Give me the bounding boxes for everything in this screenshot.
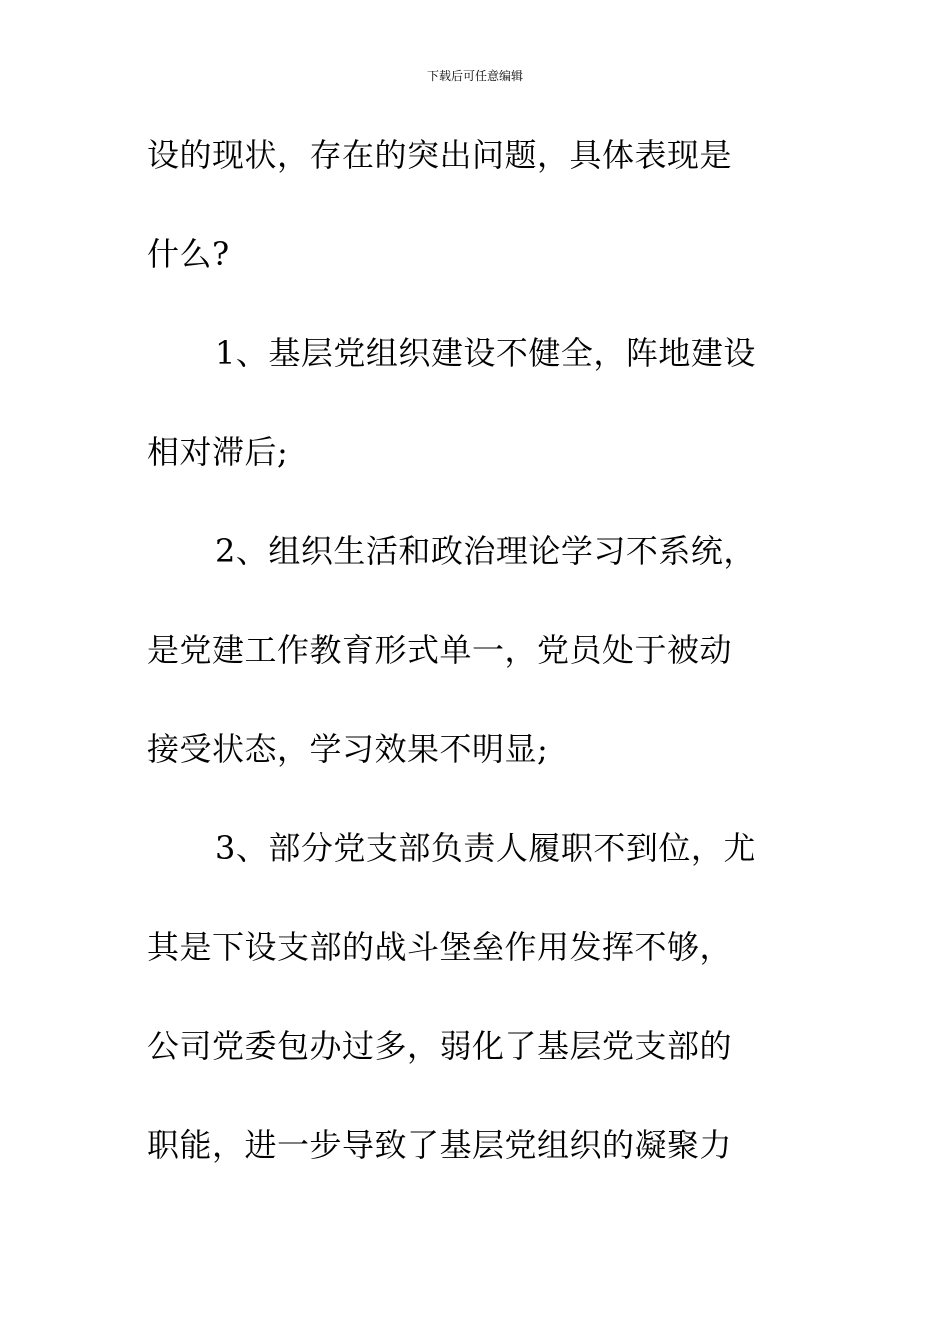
text-line: 什么?: [147, 235, 230, 273]
text-line: 是党建工作教育形式单一，党员处于被动: [147, 631, 733, 669]
text-line-item-1: 1、基层党组织建设不健全，阵地建设: [215, 334, 756, 372]
text-line: 职能，进一步导致了基层党组织的凝聚力: [147, 1126, 733, 1164]
text-line: 其是下设支部的战斗堡垒作用发挥不够，: [147, 928, 733, 966]
text-line: 设的现状，存在的突出问题，具体表现是: [147, 136, 733, 174]
text-line-item-3: 3、部分党支部负责人履职不到位，尤: [215, 829, 756, 867]
text-line: 相对滞后;: [147, 433, 289, 471]
text-line-item-2: 2、组织生活和政治理论学习不系统，: [215, 532, 756, 570]
header-note: 下载后可任意编辑: [426, 69, 523, 83]
text-line: 公司党委包办过多，弱化了基层党支部的: [147, 1027, 733, 1065]
text-line: 接受状态，学习效果不明显;: [147, 730, 549, 768]
body-text: [147, 130, 807, 1219]
